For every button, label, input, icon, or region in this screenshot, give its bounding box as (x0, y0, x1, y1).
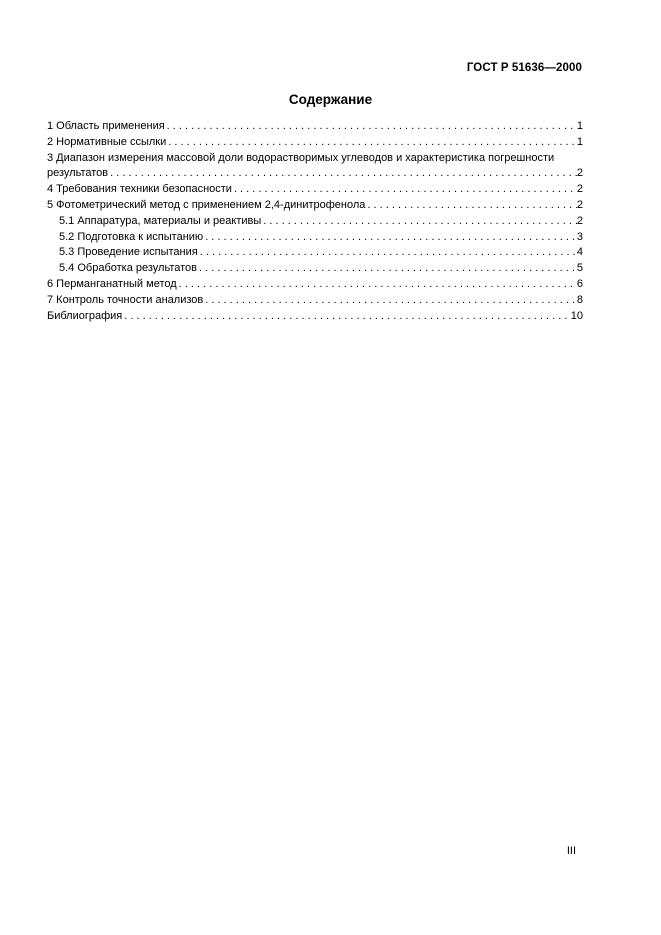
table-of-contents (47, 119, 583, 324)
toc-entry-label: Библиография (47, 309, 123, 322)
toc-entry-label: 5.4 Обработка результатов (59, 262, 198, 275)
toc-entry-page: 2 (576, 167, 583, 180)
toc-entry-page: 4 (576, 246, 583, 259)
toc-entry-label: 5 Фотометрический метод с применением 2,4-динитрофенола (47, 198, 366, 211)
toc-entry-page: 1 (576, 120, 583, 132)
toc-leader-dots (108, 166, 577, 182)
toc-entry-label: 2 Нормативные ссылки (47, 135, 167, 148)
toc-entry-page: 8 (576, 293, 583, 306)
toc-entry-apparatus[interactable] (47, 214, 583, 230)
toc-entry-photometric-method[interactable] (47, 198, 583, 214)
toc-entry-label: 5.3 Проведение испытания (59, 246, 198, 259)
toc-leader-dots (203, 230, 577, 246)
toc-entry-page: 3 (576, 230, 583, 243)
toc-leader-dots (365, 198, 576, 214)
toc-entry-label: 7 Контроль точности анализов (47, 293, 204, 306)
toc-entry-page: 1 (576, 135, 583, 148)
toc-entry-references[interactable] (47, 135, 583, 151)
toc-leader-dots (232, 182, 577, 198)
toc-entry-measurement-range[interactable] (47, 151, 583, 183)
toc-leader-dots (165, 119, 577, 135)
toc-entry-testing[interactable] (47, 245, 583, 261)
toc-entry-label: 4 Требования техники безопасности (47, 183, 232, 196)
toc-leader-dots (197, 261, 577, 277)
toc-entry-results-processing[interactable] (47, 261, 583, 277)
toc-leader-dots (261, 214, 577, 230)
toc-leader-dots (203, 293, 577, 309)
toc-entry-page: 6 (576, 277, 583, 290)
toc-entry-page: 5 (576, 262, 583, 275)
page-number: III (566, 845, 576, 857)
toc-entry-page: 10 (570, 309, 583, 322)
toc-entry-accuracy-control[interactable] (47, 293, 583, 309)
toc-entry-page: 2 (576, 214, 583, 227)
toc-leader-dots (198, 245, 577, 261)
toc-entry-label: 5.2 Подготовка к испытанию (59, 230, 204, 243)
toc-entry-bibliography[interactable] (47, 309, 583, 325)
toc-leader-dots (177, 277, 577, 293)
document-code: ГОСТ Р 51636—2000 (466, 62, 582, 74)
toc-leader-dots (122, 309, 571, 325)
toc-entry-page: 2 (576, 198, 583, 211)
toc-entry-permanganate-method[interactable] (47, 277, 583, 293)
contents-title: Содержание (288, 92, 373, 107)
toc-entry-label: 6 Перманганатный метод (47, 277, 177, 290)
toc-entry-label: результатов (47, 167, 109, 180)
toc-entry-safety[interactable] (47, 182, 583, 198)
toc-entry-preparation[interactable] (47, 230, 583, 246)
toc-entry-label: 5.1 Аппаратура, материалы и реактивы (59, 214, 262, 227)
toc-entry-page: 2 (576, 183, 583, 196)
toc-leader-dots (166, 135, 577, 151)
toc-entry-scope[interactable] (47, 119, 583, 135)
toc-entry-label: 1 Область применения (47, 120, 165, 132)
toc-entry-label-line1: 3 Диапазон измерения массовой доли водорастворимых углеводов и характеристика погрешности (47, 151, 555, 164)
